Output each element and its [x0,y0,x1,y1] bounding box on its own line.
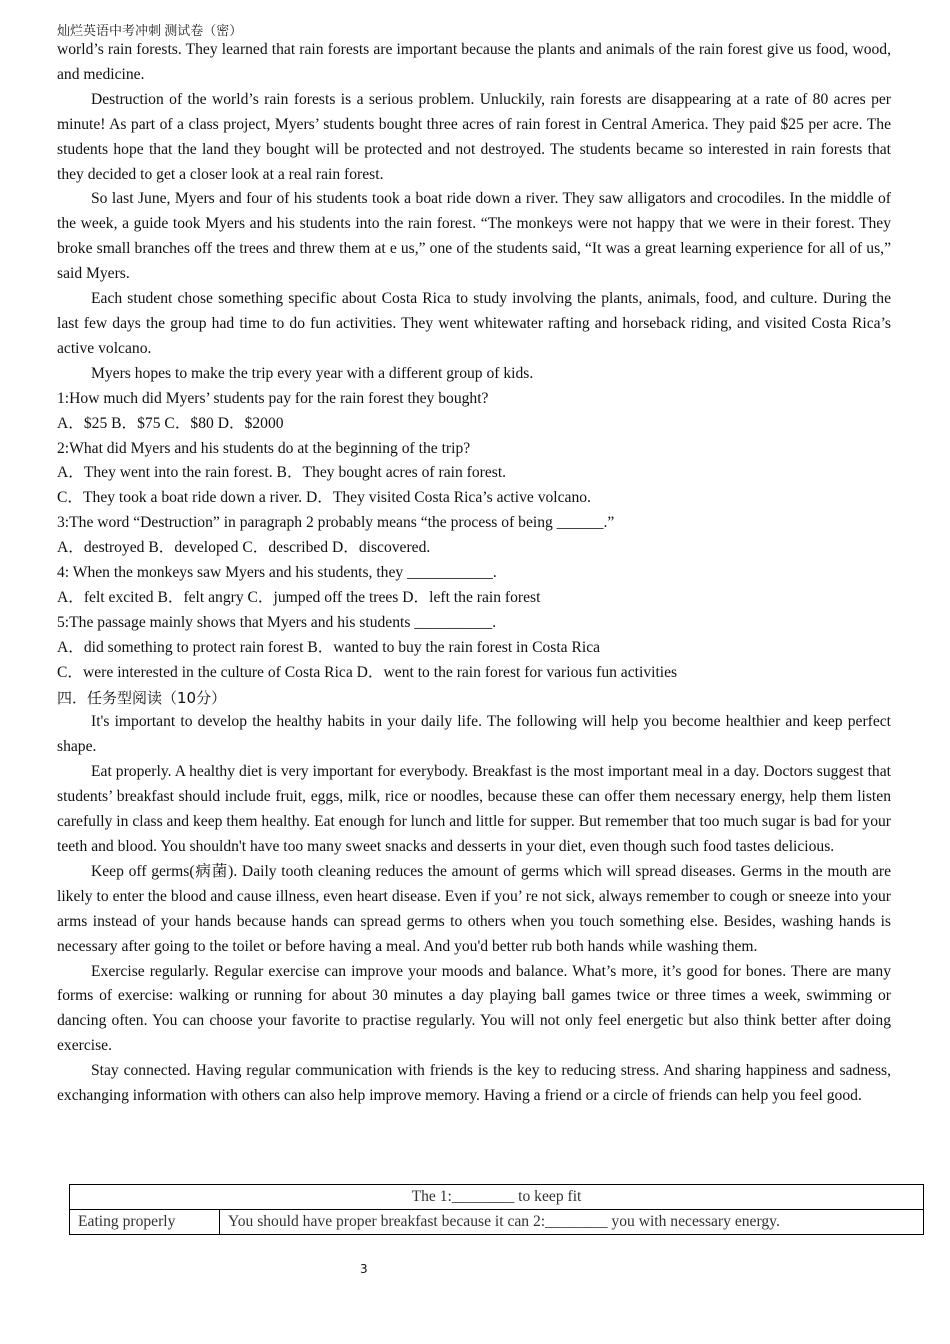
question-4-options: A．felt excited B．felt angry C．jumped off the trees D．left the rain forest [57,588,541,606]
task-paragraph: Eat properly. A healthy diet is very important for everybody. Breakfast is the most important meal in a day. Doctors suggest that students’ breakfast should include fruit, eggs, milk, rice or noodles, because these can offer them necessary energy, help them listen carefully in class and keep them healthy. Eat enough for lunch and little for supper. But remember that too much sugar is bad for your teeth and blood. You shouldn't have too many sweet snacks and desserts in your diet, even though such food tastes delicious. [57,763,891,855]
question-2-options-ab: A．They went into the rain forest. B．They bought acres of rain forest. [57,464,507,482]
question-5-options-cd: C．were interested in the culture of Costa Rica D．went to the rain forest for various fun activities [57,663,678,681]
question-1: 1:How much did Myers’ students pay for the rain forest they bought? [57,389,489,407]
question-4: 4: When the monkeys saw Myers and his students, they ___________. [57,564,497,582]
passage-paragraph: Each student chose something specific about Costa Rica to study involving the plants, animals, food, and culture. During the last few days the group had time to do fun activities. They went whitewater rafting and horseback riding, and visited Costa Rica’s active volcano. [57,290,891,357]
task-paragraph: It's important to develop the healthy habits in your daily life. The following will help you become healthier and keep perfect shape. [57,713,891,756]
question-5: 5:The passage mainly shows that Myers and his students __________. [57,613,497,631]
passage-paragraph: So last June, Myers and four of his students took a boat ride down a river. They saw alligators and crocodiles. In the middle of the week, a guide took Myers and his students into the rain forest. “The monkeys were not happy that we were in their forest. They broke small branches off the trees and threw them at e us,” one of the students said, “It was a great learning experience for all of us,” said Myers. [57,190,891,283]
task-paragraph: Exercise regularly. Regular exercise can improve your moods and balance. What’s more, it’s good for bones. There are many forms of exercise: walking or running for about 30 minutes a day playing ball games twice or three times a week, swimming or dancing often. You can choose your favorite to practise regularly. You will not only feel energetic but also think better after doing exercise. [57,962,891,1055]
row-label: Eating properly [70,1210,220,1235]
question-2-options-cd: C．They took a boat ride down a river. D．They visited Costa Rica’s active volcano. [57,489,591,507]
table-title: The 1:________ to keep fit [70,1185,924,1210]
task-paragraph: Stay connected. Having regular communication with friends is the key to reducing stress. And sharing happiness and sadness, exchanging information with others can also help improve memory. Having a friend or a circle of friends can help you feel good. [57,1062,891,1105]
passage-paragraph: Destruction of the world’s rain forests is a serious problem. Unluckily, rain forests are disappearing at a rate of 80 acres per minute! As part of a class project, Myers’ students bought three acres of rain forest in Central America. They paid $25 per acre. The students hope that the land they bought will be protected and not destroyed. The students became so interested in rain forests that they decided to get a closer look at a real rain forest. [57,90,891,183]
section-title: 四．任务型阅读（10分） [57,688,227,707]
page-number: 3 [360,1262,368,1276]
table-header-row [70,1185,924,1210]
question-3-options: A．destroyed B．developed C．described D．discovered. [57,539,431,557]
page-header: 灿烂英语中考冲刺 测试卷（密） [57,23,243,38]
document-body [57,38,891,1109]
task-table [69,1184,924,1235]
task-paragraph: Keep off germs(病菌). Daily tooth cleaning reduces the amount of germs which will spread diseases. Germs in the mouth are likely to enter the blood and cause illness, even heart disease. Even if you’ re not sick, always remember to cough or sneeze into your arms instead of your hands because hands can spread germs to others when you touch something else. Besides, washing hands is necessary after going to the toilet or before having a meal. And you'd better rub both hands while washing them. [57,862,891,955]
passage-paragraph: world’s rain forests. They learned that rain forests are important because the plants and animals of the rain forest give us food, wood, and medicine. [57,41,891,83]
row-text: You should have proper breakfast because it can 2:________ you with necessary energy. [220,1210,924,1235]
question-2: 2:What did Myers and his students do at the beginning of the trip? [57,439,471,457]
question-5-options-ab: A．did something to protect rain forest B．wanted to buy the rain forest in Costa Rica [57,638,601,656]
table-row [70,1210,924,1235]
passage-paragraph: Myers hopes to make the trip every year with a different group of kids. [91,364,534,382]
question-3: 3:The word “Destruction” in paragraph 2 probably means “the process of being ______.” [57,514,615,532]
question-1-options: A．$25 B．$75 C．$80 D．$2000 [57,414,284,432]
